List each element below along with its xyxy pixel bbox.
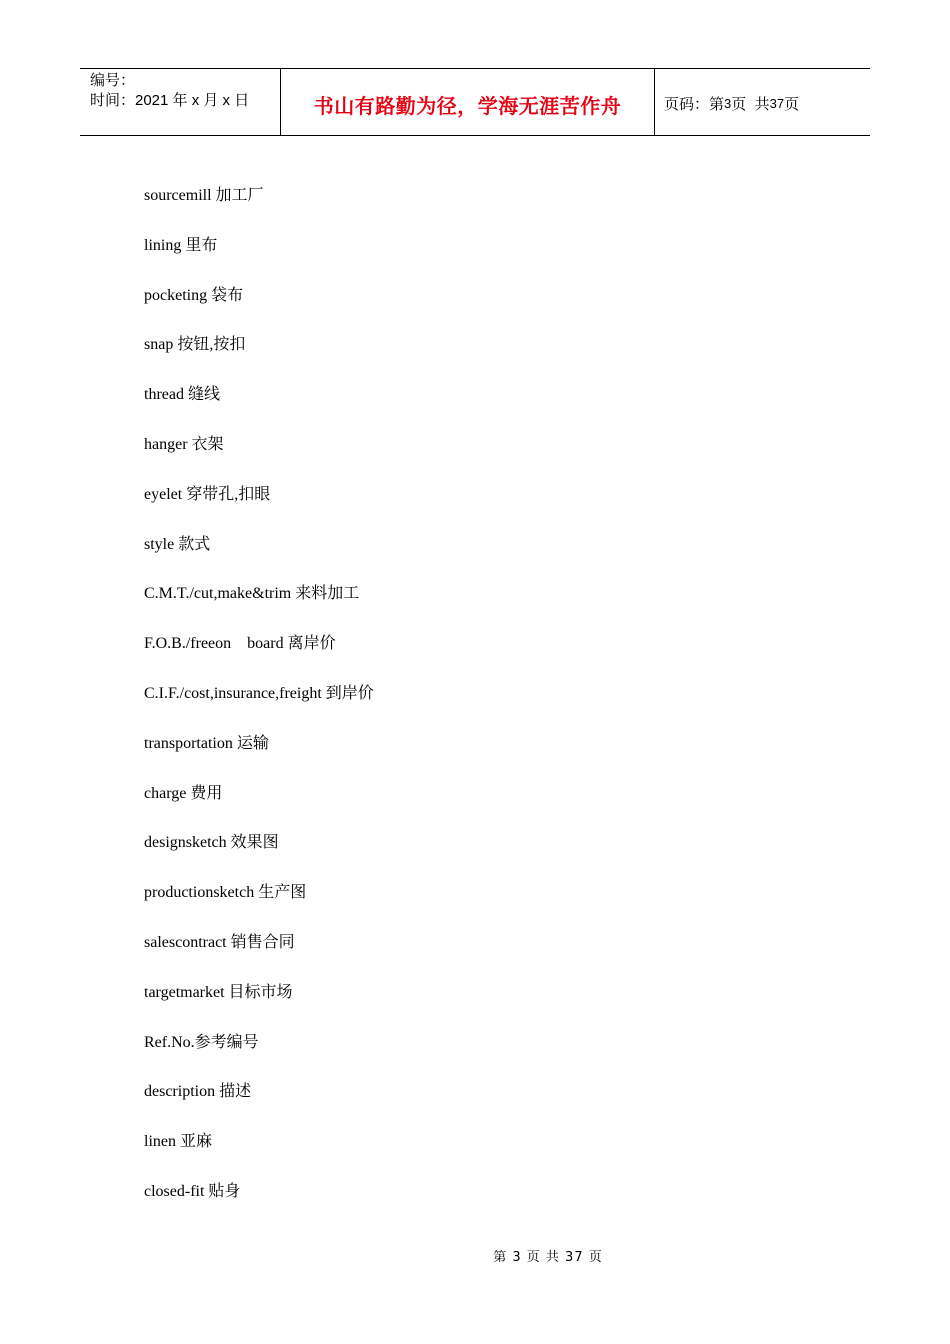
glossary-entry: F.O.B./freeon board 离岸价 — [144, 635, 336, 653]
glossary-entry: C.I.F./cost,insurance,freight 到岸价 — [144, 684, 374, 702]
page-prefix: 页码：第 — [664, 95, 725, 113]
glossary-entry: snap 按钮,按扣 — [144, 336, 246, 354]
page-current: 3 — [724, 95, 732, 111]
glossary-entry: thread 缝线 — [144, 386, 220, 404]
header-motto: 书山有路勤为径，学海无涯苦作舟 — [313, 93, 622, 118]
header-motto-cell — [281, 69, 655, 135]
page-suffix: 页 — [784, 95, 800, 113]
page-total: 37 — [769, 95, 785, 111]
glossary-entry: closed-fit 贴身 — [144, 1182, 241, 1200]
glossary-entry: C.M.T./cut,make&trim 来料加工 — [144, 585, 360, 603]
glossary-entry: targetmarket 目标市场 — [144, 983, 293, 1001]
glossary-entry: productionsketch 生产图 — [144, 884, 307, 902]
page-header — [80, 68, 870, 136]
document-date: 时间：2021 年 x 月 x 日 — [90, 92, 250, 109]
glossary-list — [144, 180, 374, 1226]
page-footer: 第 3 页 共 37 页 — [493, 1250, 603, 1265]
glossary-entry: pocketing 袋布 — [144, 286, 244, 304]
glossary-entry: eyelet 穿带孔,扣眼 — [144, 485, 271, 503]
glossary-entry: lining 里布 — [144, 236, 218, 254]
glossary-entry: style 款式 — [144, 535, 211, 553]
glossary-entry: transportation 运输 — [144, 734, 269, 752]
header-meta-cell — [80, 69, 281, 135]
page-middle: 页 共 — [731, 95, 770, 113]
glossary-entry: salescontract 销售合同 — [144, 933, 295, 951]
document-number-label: 编号： — [90, 72, 136, 89]
glossary-entry: hanger 衣架 — [144, 435, 224, 453]
glossary-entry: designsketch 效果图 — [144, 834, 279, 852]
header-page-cell — [655, 69, 870, 135]
glossary-entry: charge 费用 — [144, 784, 223, 802]
glossary-entry: Ref.No.参考编号 — [144, 1033, 259, 1051]
glossary-entry: sourcemill 加工厂 — [144, 187, 264, 204]
glossary-entry: linen 亚麻 — [144, 1133, 212, 1151]
glossary-entry: description 描述 — [144, 1083, 252, 1101]
